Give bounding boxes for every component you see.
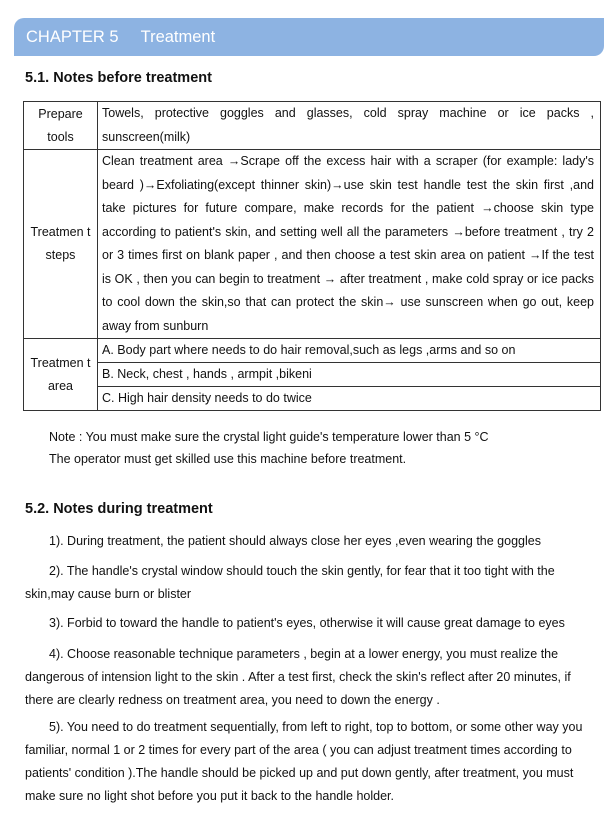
treatment-steps-text: Clean treatment area →Scrape off the excess hair with a scraper (for example: lady's beard )→Exfoliating(except thinner skin)→use skin test handle test the skin first ,and take pictures for future compare, make records for the patient →choose skin type according to patient's skin, and setting well all the parameters →before treatment , try 2 or 3 times first on blank paper , and then choose a test skin area on patient →If the test is OK , then you can begin to treatment → after treatment , make cold spray or ice packs to cool down the skin,so that can protect the skin→ use sunscreen when go out, keep away from sunburn [98, 150, 601, 339]
treatment-note-5: 5). You need to do treatment sequentially, from left to right, top to bottom, or some other way you familiar, normal 1 or 2 times for every part of the area ( you can adjust treatment times according to patients' condition ).The handle should be picked up and put down gently, after treatment, you must make sure no light shot before you put it back to the handle holder. [25, 720, 583, 803]
chapter-header-bar [14, 18, 604, 56]
treatment-note-3: 3). Forbid to toward the handle to patient's eyes, otherwise it will cause great damage to eyes [49, 616, 565, 630]
treatment-steps-label: Treatmen t steps [24, 150, 98, 339]
table-row-treatment-steps [24, 150, 601, 339]
prepare-tools-text: Towels, protective goggles and glasses, cold spray machine or ice packs , sunscreen(milk) [98, 102, 601, 150]
section-5-2-heading: 5.2. Notes during treatment [25, 501, 213, 517]
treatment-area-item: C. High hair density needs to do twice [98, 386, 600, 410]
chapter-title: Treatment [140, 27, 216, 46]
treatment-area-list [98, 339, 601, 411]
table-row-prepare-tools [24, 102, 601, 150]
temperature-note: Note : You must make sure the crystal light guide's temperature lower than 5 °C [49, 430, 489, 444]
operator-note: The operator must get skilled use this machine before treatment. [49, 452, 407, 466]
table-row-treatment-area [24, 339, 601, 411]
treatment-area-item: B. Neck, chest , hands , armpit ,bikeni [98, 362, 600, 386]
treatment-area-label: Treatmen t area [24, 339, 98, 411]
treatment-note-2: 2). The handle's crystal window should touch the skin gently, for fear that it too tight with the skin,may cause burn or blister [25, 564, 555, 601]
prepare-tools-label: Prepare tools [24, 102, 98, 150]
section-5-1-heading: 5.1. Notes before treatment [25, 70, 212, 86]
chapter-number: CHAPTER 5 [26, 27, 119, 46]
pre-treatment-table [23, 101, 601, 411]
treatment-area-item: A. Body part where needs to do hair removal,such as legs ,arms and so on [102, 343, 516, 357]
treatment-note-1: 1). During treatment, the patient should always close her eyes ,even wearing the goggles [49, 534, 541, 548]
treatment-note-4: 4). Choose reasonable technique parameters , begin at a lower energy, you must realize the dangerous of intension light to the skin . After a test first, check the skin's reflect after 20 minutes, if there are clearly redness on treatment area, you need to down the energy . [25, 647, 571, 707]
